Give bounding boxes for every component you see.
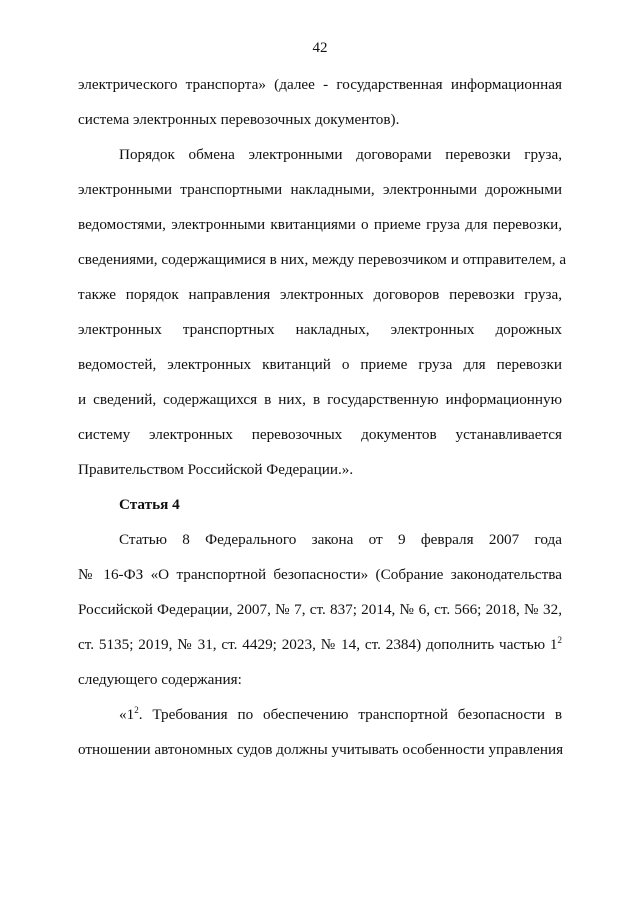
paragraph-first-line: Порядок обмена электронными договорами перевозки груза, [119,146,562,163]
text-line: Российской Федерации, 2007, № 7, ст. 837; 2014, № 6, ст. 566; 2018, № 32, [78,601,562,618]
article-heading: Статья 4 [119,496,180,513]
text-line: № 16-ФЗ «О транспортной безопасности» (Собрание законодательства [78,566,562,583]
text-line: электрического транспорта» (далее - государственная информационная [78,76,562,93]
text-line-main: ст. 5135; 2019, № 31, ст. 4429; 2023, № 14, ст. 2384) дополнить частью $1^2$ [78,635,562,653]
superscript: 2 [557,635,562,645]
text-line: система электронных перевозочных документов). [78,111,400,128]
text-line: Правительством Российской Федерации.». [78,461,354,478]
superscript: 2 [134,705,139,715]
page-number: 42 [312,40,328,56]
text-line: и сведений, содержащихся в них, в государственную информационную [78,391,562,408]
text-line: отношении автономных судов должны учитывать особенности управления [78,741,564,758]
text-line: следующего содержания: [78,671,242,688]
text-line: электронными транспортными накладными, электронными дорожными [78,181,562,198]
paragraph-first-line: «$1^2$. Требования по обеспечению транспортной безопасности в [119,705,562,723]
text-line: ведомостей, электронных квитанций о приеме груза для перевозки [78,356,562,373]
text-line: систему электронных перевозочных документов устанавливается [78,426,562,443]
paragraph-first-line: Статью 8 Федерального закона от 9 февраля 2007 года [119,531,562,548]
text-line [78,635,562,655]
text-line: ведомостями, электронными квитанциями о приеме груза для перевозки, [78,216,562,233]
text-line: электронных транспортных накладных, электронных дорожных [78,321,562,338]
text-line: сведениями, содержащимися в них, между перевозчиком и отправителем, а [78,251,567,268]
text-line: также порядок направления электронных договоров перевозки груза, [78,286,562,303]
